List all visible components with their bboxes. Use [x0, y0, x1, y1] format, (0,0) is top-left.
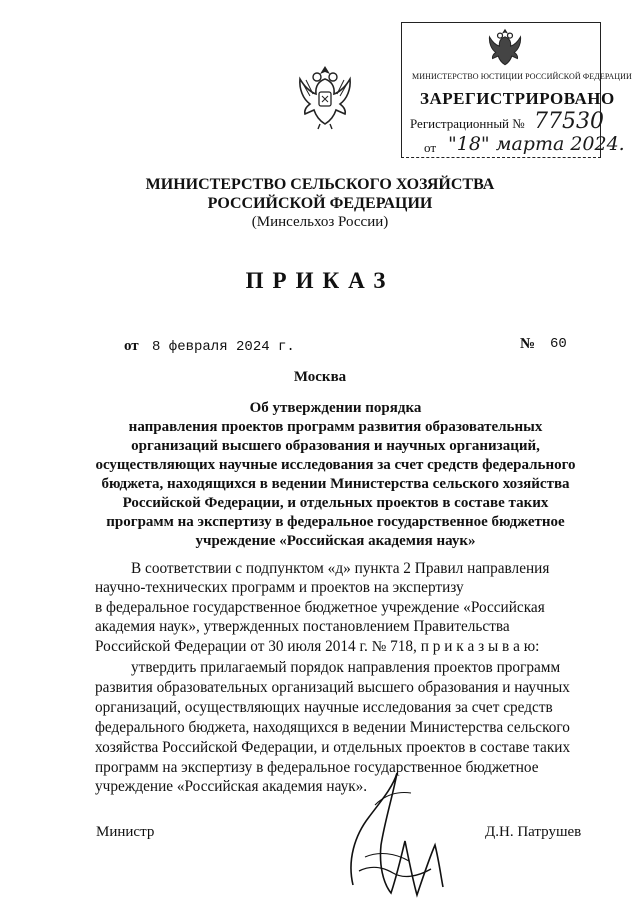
document-number: 60 — [550, 336, 567, 352]
order-title-line: Российской Федерации, и отдельных проектов в составе таких — [122, 495, 549, 511]
registration-stamp — [401, 22, 632, 158]
body-paragraph-line: федерального бюджета, находящихся в ведении Министерства сельского — [95, 719, 570, 736]
body-paragraph-line: учреждение «Российская академия наук». — [95, 778, 368, 795]
signatory-position: Министр — [96, 824, 155, 840]
ministry-short-name: (Минсельхоз России) — [251, 214, 389, 230]
body-paragraph-line: академия наук», утвержденных постановлением Правительства — [95, 618, 510, 635]
stamp-emblem-icon — [487, 27, 523, 69]
handwritten-signature — [335, 765, 455, 905]
stamp-registered-title: ЗАРЕГИСТРИРОВАНО — [420, 89, 615, 108]
body-paragraph-line: В соответствии с подпунктом «д» пункта 2 Правил направления — [131, 560, 550, 577]
order-title-line: Об утверждении порядка — [249, 400, 422, 416]
order-title-line: осуществляющих научные исследования за счет средств федерального — [95, 457, 576, 473]
body-paragraph-line: в федеральное государственное бюджетное учреждение «Российская — [95, 599, 545, 616]
stamp-reg-number: 77530 — [534, 109, 604, 134]
stamp-reg-label: Регистрационный № — [410, 116, 525, 131]
ministry-name-line1: МИНИСТЕРСТВО СЕЛЬСКОГО ХОЗЯЙСТВА — [145, 176, 495, 193]
ministry-name-line2: РОССИЙСКОЙ ФЕДЕРАЦИИ — [207, 195, 433, 212]
order-title-line: направления проектов программ развития образовательных — [128, 419, 543, 435]
order-title-line: учреждение «Российская академия наук» — [195, 533, 476, 549]
order-title-line: программ на экспертизу в федеральное государственное бюджетное — [106, 514, 565, 530]
body-paragraph-line: развития образовательных организаций высшего образования и научных — [95, 679, 570, 696]
body-paragraph-line: утвердить прилагаемый порядок направления проектов программ — [131, 659, 561, 676]
stamp-handwritten-date: "18" марта 2024. — [448, 133, 625, 155]
order-title-line: организаций высшего образования и научных организаций, — [131, 438, 540, 454]
body-paragraph-line: программ на экспертизу в федеральное государственное бюджетное — [95, 759, 539, 776]
body-paragraph-line: Российской Федерации от 30 июля 2014 г. № 718, п р и к а з ы в а ю: — [95, 638, 540, 655]
date-label: от — [124, 338, 139, 354]
signatory-name: Д.Н. Патрушев — [485, 824, 582, 840]
document-city: Москва — [293, 369, 347, 385]
coat-of-arms-emblem — [296, 64, 354, 130]
body-paragraph-line: хозяйства Российской Федерации, и отдельных проектов в составе таких — [95, 739, 571, 756]
stamp-date-prefix: от — [424, 140, 437, 155]
document-type-title: ПРИКАЗ — [245, 268, 395, 293]
stamp-ministry-name: МИНИСТЕРСТВО ЮСТИЦИИ РОССИЙСКОЙ ФЕДЕРАЦИИ — [412, 72, 632, 81]
order-title-line: бюджета, находящихся в ведении Министерства сельского хозяйства — [101, 476, 570, 492]
body-paragraph-line: организаций, осуществляющих научные исследования за счет средств — [95, 699, 553, 716]
document-date: 8 февраля 2024 г. — [152, 339, 295, 355]
number-label: № — [520, 336, 536, 352]
body-paragraph-line: научно-технических программ и проектов на экспертизу — [95, 579, 464, 596]
